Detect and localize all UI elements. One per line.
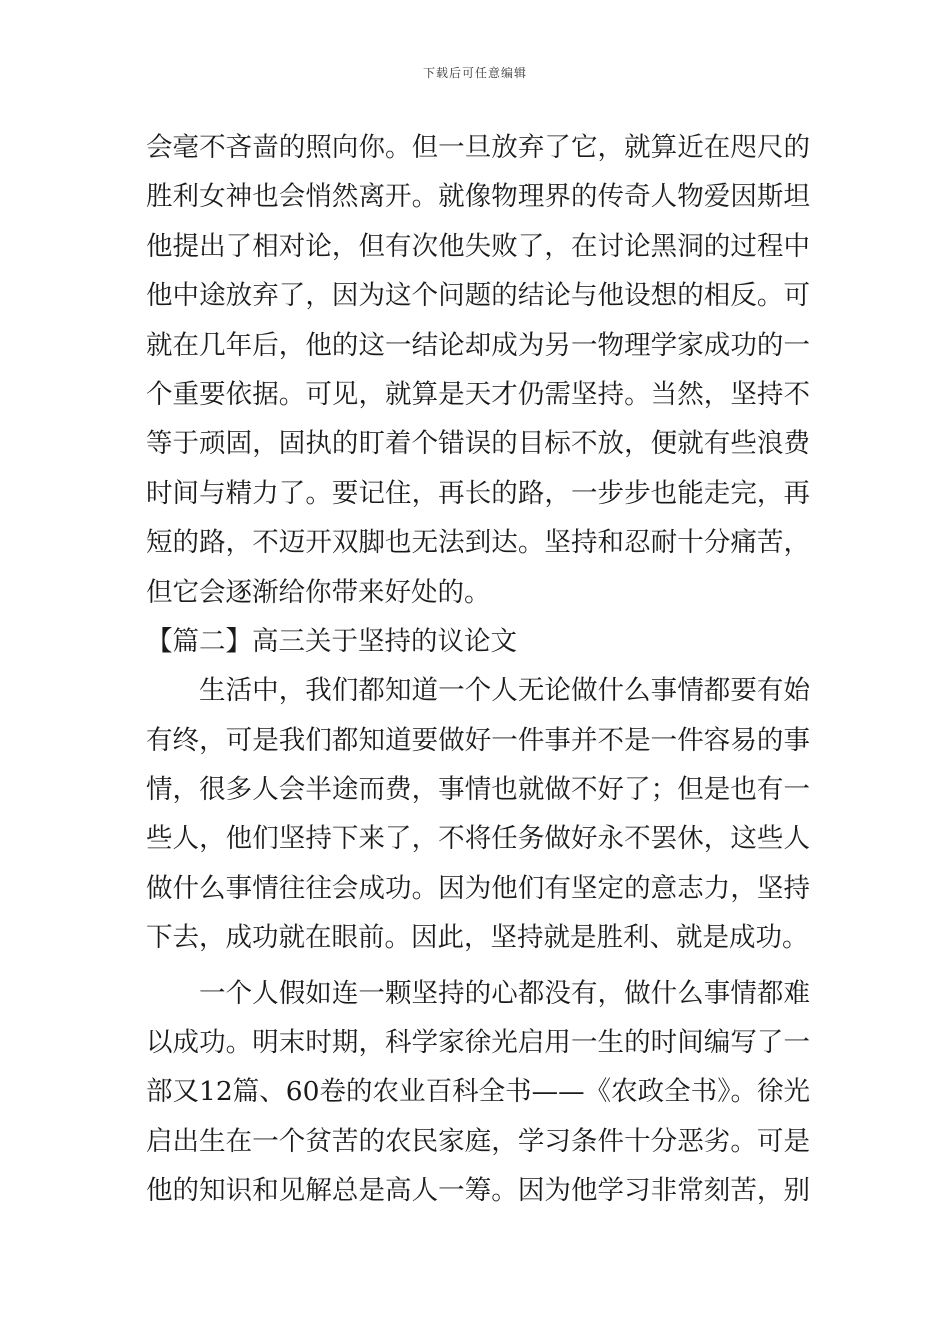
text-line: 个重要依据。可见，就算是天才仍需坚持。当然，坚持不 — [146, 378, 810, 410]
text-line: 时间与精力了。要记住，再长的路，一步步也能走完，再 — [146, 477, 810, 509]
paragraph-2 — [146, 666, 810, 962]
text-line: 有终，可是我们都知道要做好一件事并不是一件容易的事 — [146, 724, 810, 756]
text-line: 胜利女神也会悄然离开。就像物理界的传奇人物爱因斯坦 — [146, 181, 810, 213]
text-line: 但它会逐渐给你带来好处的。 — [146, 576, 491, 608]
text-line: 就在几年后，他的这一结论却成为另一物理学家成功的一 — [146, 329, 810, 361]
text-line: 他中途放弃了，因为这个问题的结论与他设想的相反。可 — [146, 280, 810, 312]
text-line: 一个人假如连一颗坚持的心都没有，做什么事情都难 — [199, 977, 810, 1009]
text-line: 短的路，不迈开双脚也无法到达。坚持和忍耐十分痛苦， — [146, 527, 810, 559]
text-line: 些人，他们坚持下来了，不将任务做好永不罢休，这些人 — [146, 823, 810, 855]
text-line: 等于顽固，固执的盯着个错误的目标不放，便就有些浪费 — [146, 428, 810, 460]
text-line: 启出生在一个贫苦的农民家庭，学习条件十分恶劣。可是 — [146, 1125, 810, 1157]
text-line: 他的知识和见解总是高人一筹。因为他学习非常刻苦，别 — [146, 1175, 810, 1207]
text-line: 生活中，我们都知道一个人无论做什么事情都要有始 — [199, 675, 810, 707]
document-body — [146, 123, 810, 1216]
text-line: 以成功。明末时期，科学家徐光启用一生的时间编写了一 — [146, 1027, 810, 1059]
paragraph-3 — [146, 969, 810, 1216]
text-line: 他提出了相对论，但有次他失败了，在讨论黑洞的过程中 — [146, 230, 810, 262]
text-line: 下去，成功就在眼前。因此，坚持就是胜利、就是成功。 — [146, 922, 809, 954]
page-header: 下载后可任意编辑 — [422, 66, 527, 80]
text-line: 部又12篇、60卷的农业百科全书——《农政全书》。徐光 — [146, 1076, 810, 1108]
section-title: 【篇二】高三关于坚持的议论文 — [146, 625, 517, 657]
text-line: 情，很多人会半途而费，事情也就做不好了；但是也有一 — [146, 774, 810, 806]
paragraph-1 — [146, 123, 810, 617]
text-line: 做什么事情往往会成功。因为他们有坚定的意志力，坚持 — [146, 872, 810, 904]
text-line: 会毫不吝啬的照向你。但一旦放弃了它，就算近在咫尺的 — [146, 132, 810, 163]
